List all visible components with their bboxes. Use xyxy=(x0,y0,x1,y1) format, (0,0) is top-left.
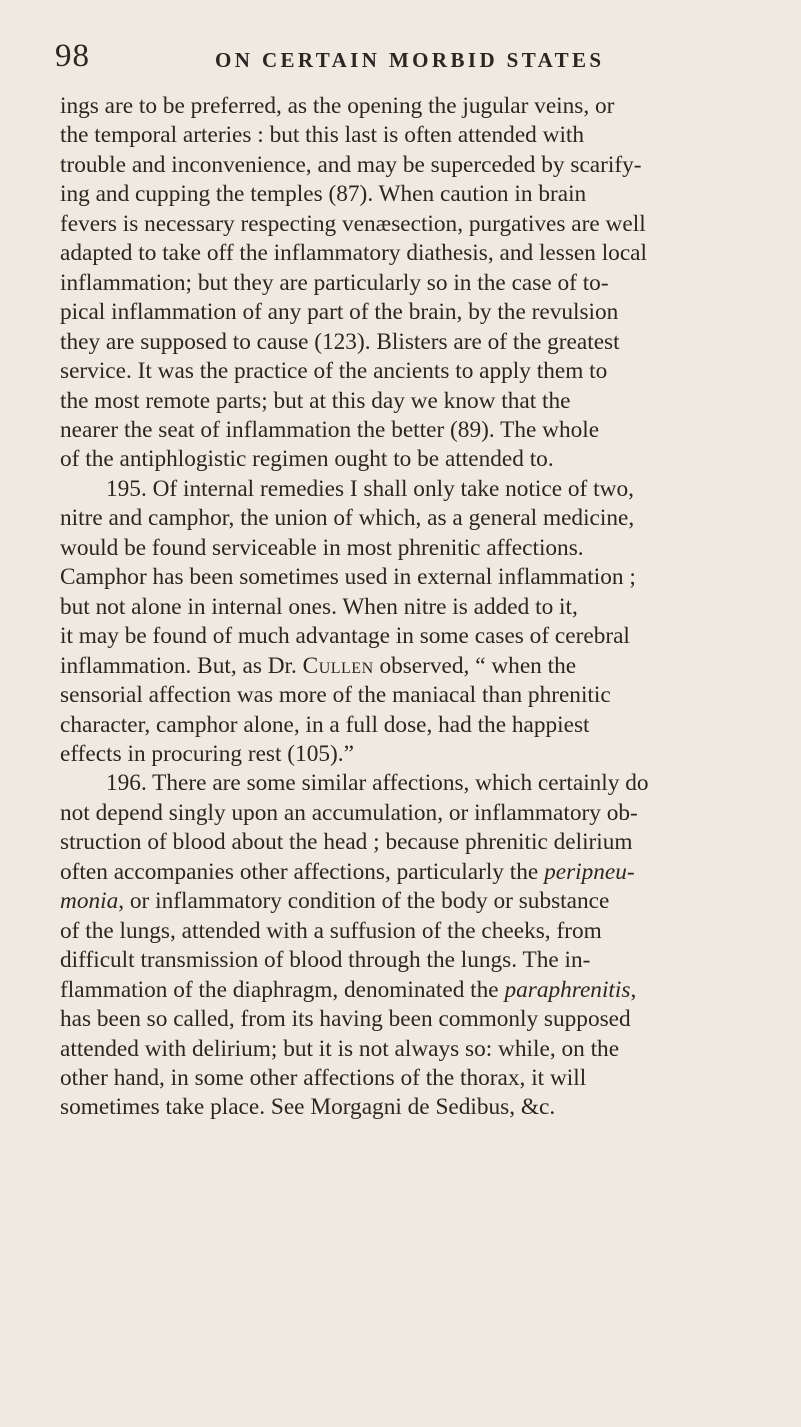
text-line: they are supposed to cause (123). Blisters are of the greatest xyxy=(60,328,620,355)
text-line: the most remote parts; but at this day we know that the xyxy=(60,387,571,414)
text-line: has been so called, from its having been commonly supposed xyxy=(60,1006,631,1033)
text-line: ing and cupping the temples (87). When caution in brain xyxy=(60,181,587,208)
text-line: sensorial affection was more of the maniacal than phrenitic xyxy=(60,682,611,709)
page-header xyxy=(55,38,761,82)
text-line: trouble and inconvenience, and may be superceded by scarify- xyxy=(60,151,642,178)
text-line: it may be found of much advantage in some cases of cerebral xyxy=(60,623,630,650)
text-line: attended with delirium; but it is not always so: while, on the xyxy=(60,1035,620,1062)
text-line: ings are to be preferred, as the opening the jugular veins, or xyxy=(60,93,615,119)
text-line-peripneumonia: often accompanies other affections, particularly the peripneu- xyxy=(60,858,635,885)
text-line: character, camphor alone, in a full dose, had the happiest xyxy=(60,711,590,738)
text-line: inflammation; but they are particularly so in the case of to- xyxy=(60,269,609,296)
running-title: ON CERTAIN MORBID STATES xyxy=(215,48,605,72)
text-line: sometimes take place. See Morgagni de Sedibus, &c. xyxy=(60,1094,556,1121)
text-line: of the antiphlogistic regimen ought to be attended to. xyxy=(60,446,554,473)
text-line: of the lungs, attended with a suffusion of the cheeks, from xyxy=(60,917,602,944)
text-line: the temporal arteries : but this last is often attended with xyxy=(60,122,585,149)
body-text xyxy=(60,92,795,1123)
paragraph-196-start: 196. There are some similar affections, which certainly do xyxy=(106,770,649,797)
text-line: struction of blood about the head ; because phrenitic delirium xyxy=(60,829,633,856)
text-line: service. It was the practice of the ancients to apply them to xyxy=(60,358,608,385)
paragraph-195-start: 195. Of internal remedies I shall only take notice of two, xyxy=(106,475,634,502)
text-line: other hand, in some other affections of the thorax, it will xyxy=(60,1064,587,1091)
text-line: difficult transmission of blood through the lungs. The in- xyxy=(60,947,591,974)
text-line: but not alone in internal ones. When nitre is added to it, xyxy=(60,593,578,620)
text-line: effects in procuring rest (105).” xyxy=(60,740,354,767)
text-line-cullen: inflammation. But, as Dr. Cullen observed, “ when the xyxy=(60,652,577,679)
page-number: 98 xyxy=(55,38,90,74)
text-line: pical inflammation of any part of the brain, by the revulsion xyxy=(60,299,619,326)
text-line: not depend singly upon an accumulation, or inflammatory ob- xyxy=(60,799,638,826)
text-line: adapted to take off the inflammatory diathesis, and lessen local xyxy=(60,240,647,267)
text-line: fevers is necessary respecting venæsection, purgatives are well xyxy=(60,210,646,237)
text-line: nearer the seat of inflammation the better (89). The whole xyxy=(60,416,600,443)
text-line-paraphrenitis: flammation of the diaphragm, denominated the paraphrenitis, xyxy=(60,976,637,1003)
text-line: nitre and camphor, the union of which, as a general medicine, xyxy=(60,505,635,532)
text-line-peripneumonia-cont: monia, or inflammatory condition of the body or substance xyxy=(60,888,610,915)
text-line: Camphor has been sometimes used in external inflammation ; xyxy=(60,564,636,591)
text-line: would be found serviceable in most phrenitic affections. xyxy=(60,534,584,561)
